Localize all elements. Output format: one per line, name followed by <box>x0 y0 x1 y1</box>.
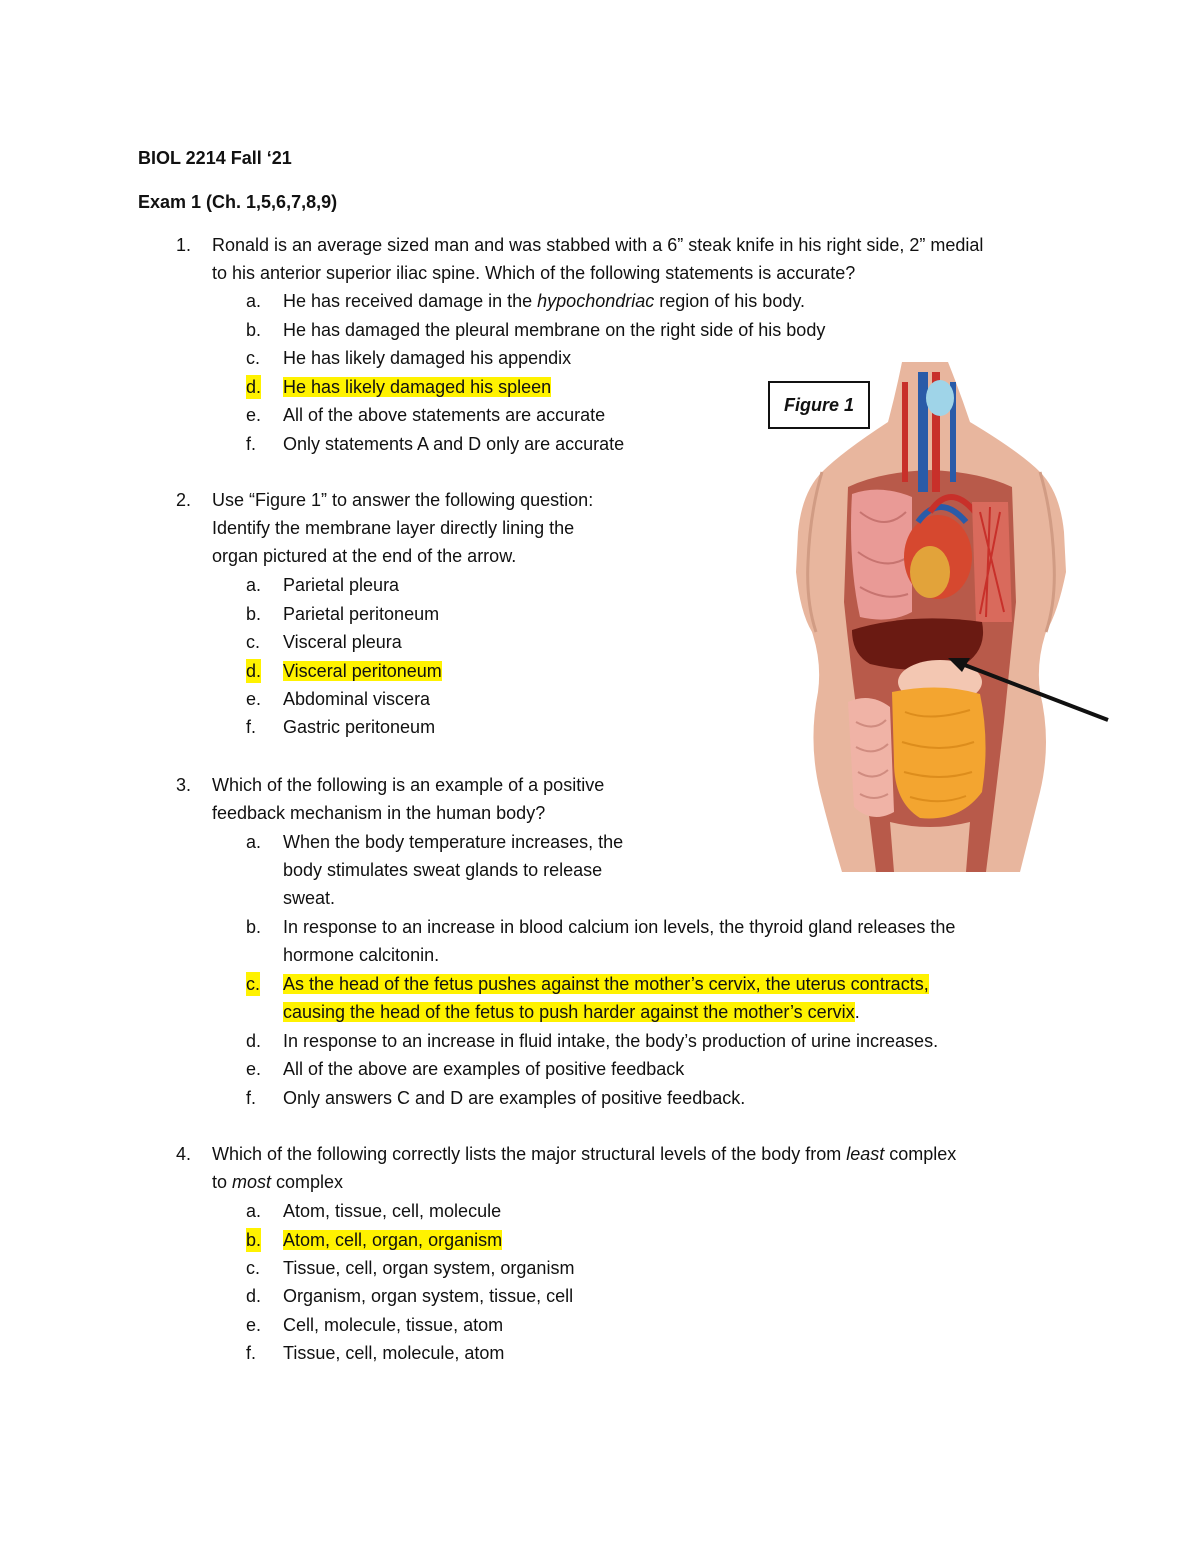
highlighted-answer: He has likely damaged his spleen <box>283 377 552 397</box>
option-letter: f. <box>246 717 257 737</box>
option-letter: f. <box>246 434 257 454</box>
answer-option: Atom, tissue, cell, molecule <box>283 1201 502 1221</box>
answer-option: In response to an increase in blood calcium ion levels, the thyroid gland releases the <box>283 917 956 937</box>
question-emphasis: most <box>232 1172 272 1192</box>
question-text-part: Which of the following correctly lists the major structural levels of the body from <box>212 1144 847 1164</box>
answer-option-correct <box>283 659 442 683</box>
option-letter: e. <box>246 1315 262 1335</box>
anatomy-torso-figure <box>790 362 1120 872</box>
option-letter-highlighted: d. <box>246 377 262 397</box>
question-number: 1. <box>176 235 192 255</box>
option-letter: b. <box>246 604 262 624</box>
thyroid <box>926 380 954 416</box>
answer-option: Organism, organ system, tissue, cell <box>283 1286 574 1306</box>
highlighted-answer: Visceral peritoneum <box>283 661 442 681</box>
question-text <box>212 1170 343 1194</box>
option-letter: a. <box>246 832 262 852</box>
answer-option: He has likely damaged his appendix <box>283 348 572 368</box>
answer-option-correct <box>283 1228 502 1252</box>
option-letter: a. <box>246 575 262 595</box>
question-number: 2. <box>176 490 192 510</box>
question-number: 4. <box>176 1144 192 1164</box>
question-text-part: to <box>212 1172 233 1192</box>
answer-option: Gastric peritoneum <box>283 717 436 737</box>
answer-option: When the body temperature increases, the <box>283 832 624 852</box>
option-text: He has received damage in the <box>283 291 538 311</box>
option-letter-highlighted: d. <box>246 661 262 681</box>
course-title: BIOL 2214 Fall ‘21 <box>138 148 292 168</box>
question-text: Ronald is an average sized man and was stabbed with a 6” steak knife in his right side, 2” medial <box>212 235 984 255</box>
answer-option: sweat. <box>283 888 336 908</box>
answer-option-correct <box>283 1000 860 1024</box>
option-emphasis: hypochondriac <box>537 291 655 311</box>
question-text: Use “Figure 1” to answer the following question: <box>212 490 594 510</box>
option-letter: d. <box>246 1286 262 1306</box>
option-letter: f. <box>246 1343 257 1363</box>
highlighted-answer: As the head of the fetus pushes against the mother’s cervix, the uterus contracts, <box>283 974 929 994</box>
option-letter: c. <box>246 1258 261 1278</box>
answer-option: He has damaged the pleural membrane on the right side of his body <box>283 320 826 340</box>
answer-option: Only answers C and D are examples of positive feedback. <box>283 1088 746 1108</box>
answer-option-correct <box>283 375 551 399</box>
question-text: organ pictured at the end of the arrow. <box>212 546 517 566</box>
exam-title: Exam 1 (Ch. 1,5,6,7,8,9) <box>138 192 338 212</box>
option-letter: c. <box>246 632 261 652</box>
answer-option: Visceral pleura <box>283 632 402 652</box>
small-intestine <box>848 698 894 817</box>
answer-option <box>283 289 805 313</box>
answer-option: In response to an increase in fluid intake, the body’s production of urine increases. <box>283 1031 939 1051</box>
highlighted-answer: causing the head of the fetus to push harder against the mother’s cervix <box>283 1002 855 1022</box>
option-letter: a. <box>246 291 262 311</box>
question-text: Which of the following is an example of a positive <box>212 775 605 795</box>
option-letter: a. <box>246 1201 262 1221</box>
answer-option: Parietal peritoneum <box>283 604 440 624</box>
answer-option: Tissue, cell, organ system, organism <box>283 1258 575 1278</box>
answer-option: All of the above are examples of positive feedback <box>283 1059 685 1079</box>
option-letter: c. <box>246 348 261 368</box>
question-emphasis: least <box>846 1144 885 1164</box>
answer-option: Parietal pleura <box>283 575 400 595</box>
option-letter: d. <box>246 1031 262 1051</box>
option-letter: f. <box>246 1088 257 1108</box>
jugular-vein <box>918 372 928 492</box>
answer-option: Abdominal viscera <box>283 689 431 709</box>
question-text-part: complex <box>271 1172 344 1192</box>
question-text: to his anterior superior iliac spine. Which of the following statements is accurate? <box>212 263 856 283</box>
option-text: region of his body. <box>654 291 806 311</box>
question-number: 3. <box>176 775 192 795</box>
torso-illustration <box>790 362 1120 872</box>
answer-option: hormone calcitonin. <box>283 945 440 965</box>
answer-option-correct <box>283 972 929 996</box>
question-text: feedback mechanism in the human body? <box>212 803 546 823</box>
answer-option: body stimulates sweat glands to release <box>283 860 603 880</box>
option-letter: e. <box>246 1059 262 1079</box>
option-letter-highlighted: c. <box>246 974 261 994</box>
answer-option: All of the above statements are accurate <box>283 405 606 425</box>
question-text <box>212 1142 956 1166</box>
answer-option: Only statements A and D only are accurate <box>283 434 625 454</box>
option-letter: e. <box>246 405 262 425</box>
option-letter: b. <box>246 320 262 340</box>
arrow-icon <box>940 650 1120 730</box>
option-text: . <box>854 1002 860 1022</box>
figure-label: Figure 1 <box>768 381 870 429</box>
highlighted-answer: Atom, cell, organ, organism <box>283 1230 503 1250</box>
option-letter: e. <box>246 689 262 709</box>
answer-option: Cell, molecule, tissue, atom <box>283 1315 504 1335</box>
question-text: Identify the membrane layer directly lining the <box>212 518 575 538</box>
answer-option: Tissue, cell, molecule, atom <box>283 1343 505 1363</box>
option-letter-highlighted: b. <box>246 1230 262 1250</box>
question-text-part: complex <box>884 1144 957 1164</box>
option-letter: b. <box>246 917 262 937</box>
